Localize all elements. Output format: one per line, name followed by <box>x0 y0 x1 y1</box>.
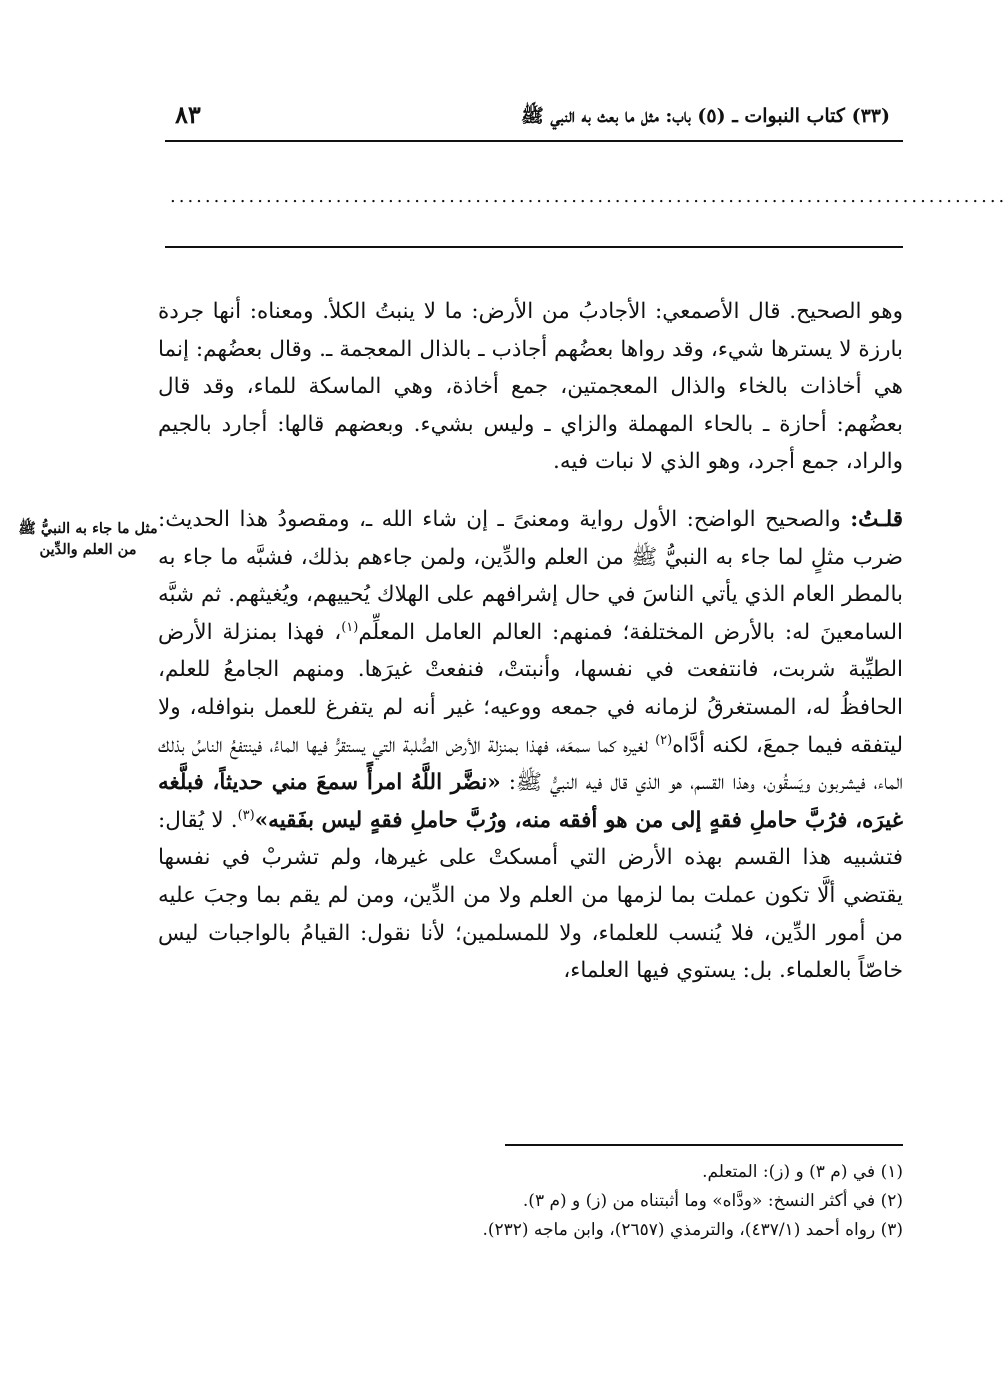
paragraph-1: وهو الصحيح. قال الأصمعي: الأجادبُ من الأرض: ما لا ينبتُ الكلأ. ومعناه: أنها جردة بارزة لا يسترها شيء، وقد رواها بعضُهم أجاذب ـ بالذال المعجمة ـ. وقال بعضُهم: إنما هي أخاذات بالخاء والذال المعجمتين، جمع أخاذة، وهي الماسكة للماء، وقد قال بعضُهم: أحازة ـ بالحاء المهملة والزاي ـ وليس بشيء. وبعضهم قالها: أجارد بالجيم والراد، جمع أجرد، وهو الذي لا نبات فيه. <box>158 299 903 475</box>
paragraph-2-part-3: لغيره كما سمعَه، فهذا بمنزلة الأرض الصُّلبة التي يستقرُّ فيها الماءُ، فينتفعُ الناسُ بذلك الماء، فيشربون ويَسقُون، وهذا القسم، هو الذي قال فيه النبيُّ ﷺ: <box>158 732 904 796</box>
footnotes <box>163 1158 903 1245</box>
paragraph-2-part-2: ، فهذا بمنزلة الأرض الطيِّبة شربت، فانتفعت في نفسها، وأنبتتْ، فنفعتْ غيرَها. ومنهم الجامعُ للعلم، الحافظُ له، المستغرقُ لزمانه في جمعه ووعيه؛ غير أنه لم يتفرغ للعمل بنوافله، ولا ليتفقه فيما جمعَ، لكنه أدَّاه <box>158 619 904 758</box>
paragraph-2-part-1: والصحيح الواضح: الأول رواية ومعنىً ـ إن شاء الله ـ، ومقصودُ هذا الحديث: ضرب مثلٍ لما جاء به النبيُّ ﷺ من العلم والدِّين، ولمن جاءهم بذلك، فشبَّه ما جاء به بالمطر العام الذي يأتي الناسَ في حال إشرافهم على الهلاك يُحييهم، ويُغيثهم. ثم شبَّه السامعينَ له: بالأرض المختلفة؛ فمنهم: العالم العامل المعلِّم <box>158 506 904 645</box>
footnote-ref-1[interactable]: (١) <box>341 619 359 635</box>
body-text <box>158 293 903 990</box>
dotted-separator: ................................................................................................ <box>170 186 1007 207</box>
header-rule <box>165 140 903 142</box>
running-head: (٣٣) كتاب النبوات ـ (٥) باب: مثل ما بعث به النبي ﷺ <box>520 105 890 127</box>
footnote-2: (٢) في أكثر النسخ: «ودَّاه» وما أثبتناه من (ز) و (م ٣). <box>522 1191 903 1211</box>
hadith-quote: «نضَّر اللَّهُ امرأً سمعَ مني حديثاً، فبلَّغه غيرَه، فرُبَّ حاملِ فقهٍ إلى من هو أفقه منه، ورُبَّ حاملِ فقهٍ ليس بفَقيه» <box>158 770 903 833</box>
margin-note: مثل ما جاء به النبيُّ ﷺ من العلم والدِّين <box>18 520 158 558</box>
footnote-1: (١) في (م ٣) و (ز): المتعلم. <box>702 1162 903 1182</box>
page-header <box>165 100 900 132</box>
footnote-rule <box>505 1144 903 1146</box>
page-number: ٨٣ <box>175 100 201 129</box>
paragraph-2 <box>158 501 903 990</box>
paragraph-2-part-4: . لا يُقال: فتشبيه هذا القسم بهذه الأرض التي أمسكتْ على غيرها، ولم تشربْ في نفسها يقتضي ألَّا تكون عملت بما لزمها من العلم ولا من الدِّين، ومن لم يقم بما وجبَ عليه من أمور الدِّين، فلا يُنسب للعلماء، ولا للمسلمين؛ لأنا نقول: القيامُ بالواجبات ليس خاصّاً بالعلماء. بل: يستوي فيها العلماء، <box>158 807 903 984</box>
section-rule <box>165 246 903 248</box>
footnote-ref-3[interactable]: (٣) <box>237 807 255 823</box>
footnote-3: (٣) رواه أحمد (٤٣٧/١)، والترمذي (٢٦٥٧)، وابن ماجه (٢٣٢). <box>482 1220 903 1240</box>
paragraph-lead: قلـتُ: <box>850 506 903 532</box>
footnote-ref-2[interactable]: (٢) <box>655 732 673 748</box>
